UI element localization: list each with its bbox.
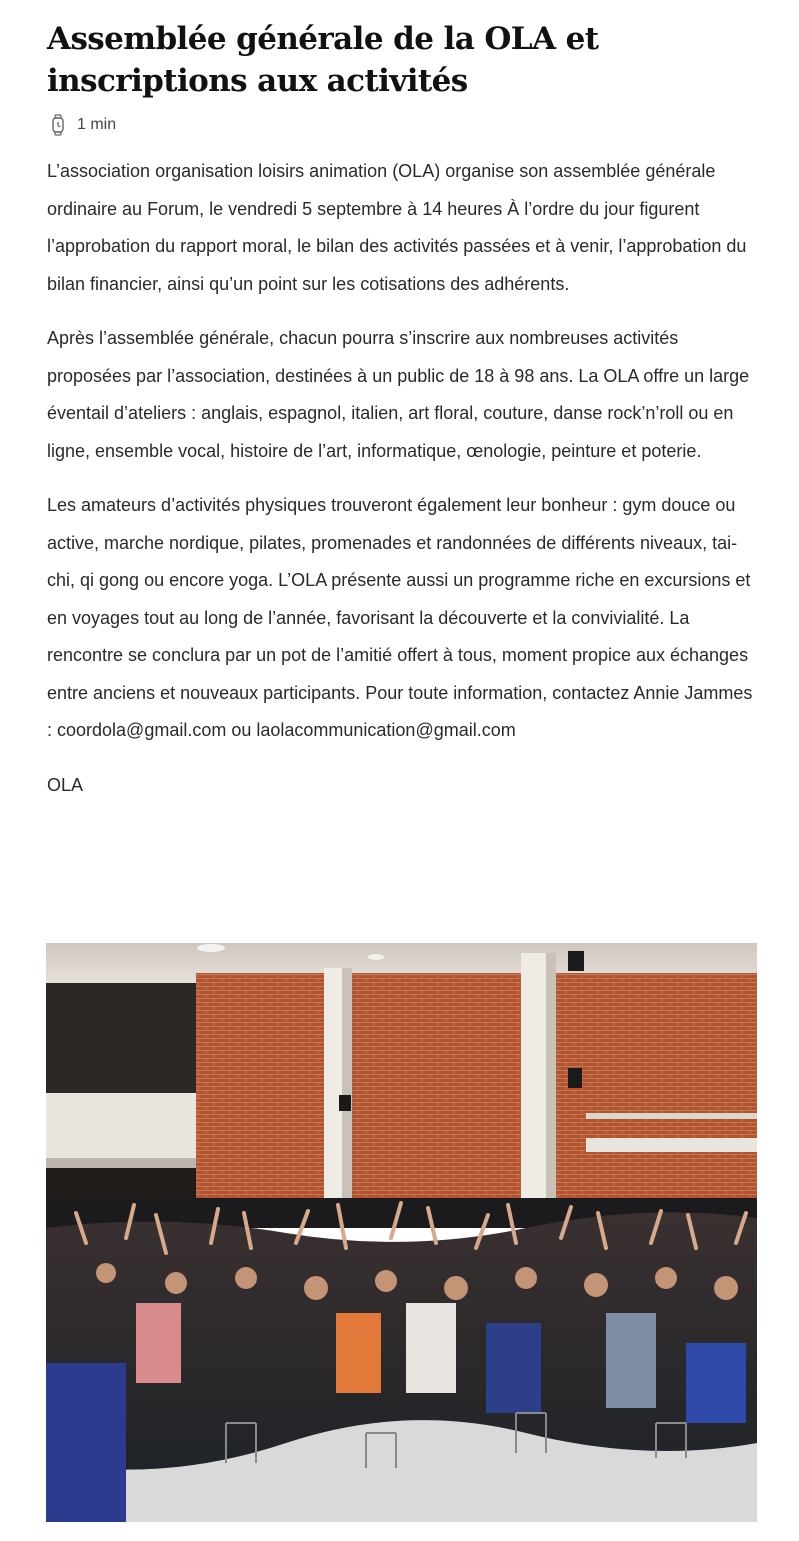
- article: [47, 0, 759, 804]
- read-time-meta: [47, 114, 759, 136]
- stopwatch-icon: [50, 114, 66, 136]
- article-photo: [46, 943, 757, 1522]
- article-title: Assemblée générale de la OLA et inscriptions aux activités: [47, 21, 599, 99]
- article-paragraph: L’association organisation loisirs animation (OLA) organise son assemblée générale ordinaire au Forum, le vendredi 5 septembre à 14 heures À l’ordre du jour figurent l’approbation du rapport moral, le bilan des activités passées et à venir, l’approbation du bilan financier, ainsi qu’un point sur les cotisations des adhérents.: [47, 161, 747, 294]
- article-signature: OLA: [47, 774, 84, 795]
- article-paragraph: Les amateurs d’activités physiques trouveront également leur bonheur : gym douce ou active, marche nordique, pilates, promenades et randonnées de différents niveaux, tai-chi, qi gong ou encore yoga. L’OLA présente aussi un programme riche en excursions et en voyages tout au long de l’année, favorisant la découverte et la convivialité. La rencontre se conclura par un pot de l’amitié offert à tous, moment propice aux échanges entre anciens et nouveaux participants. Pour toute information, contactez Annie Jammes : coordola@gmail.com ou laolacommunication@gmail.com: [47, 495, 753, 740]
- article-paragraph: Après l’assemblée générale, chacun pourra s’inscrire aux nombreuses activités proposées par l’association, destinées à un public de 18 à 98 ans. La OLA offre un large éventail d’ateliers : anglais, espagnol, italien, art floral, couture, danse rock’n’roll ou en ligne, ensemble vocal, histoire de l’art, informatique, œnologie, peinture et poterie.: [47, 328, 750, 461]
- read-time-text: 1 min: [77, 116, 117, 133]
